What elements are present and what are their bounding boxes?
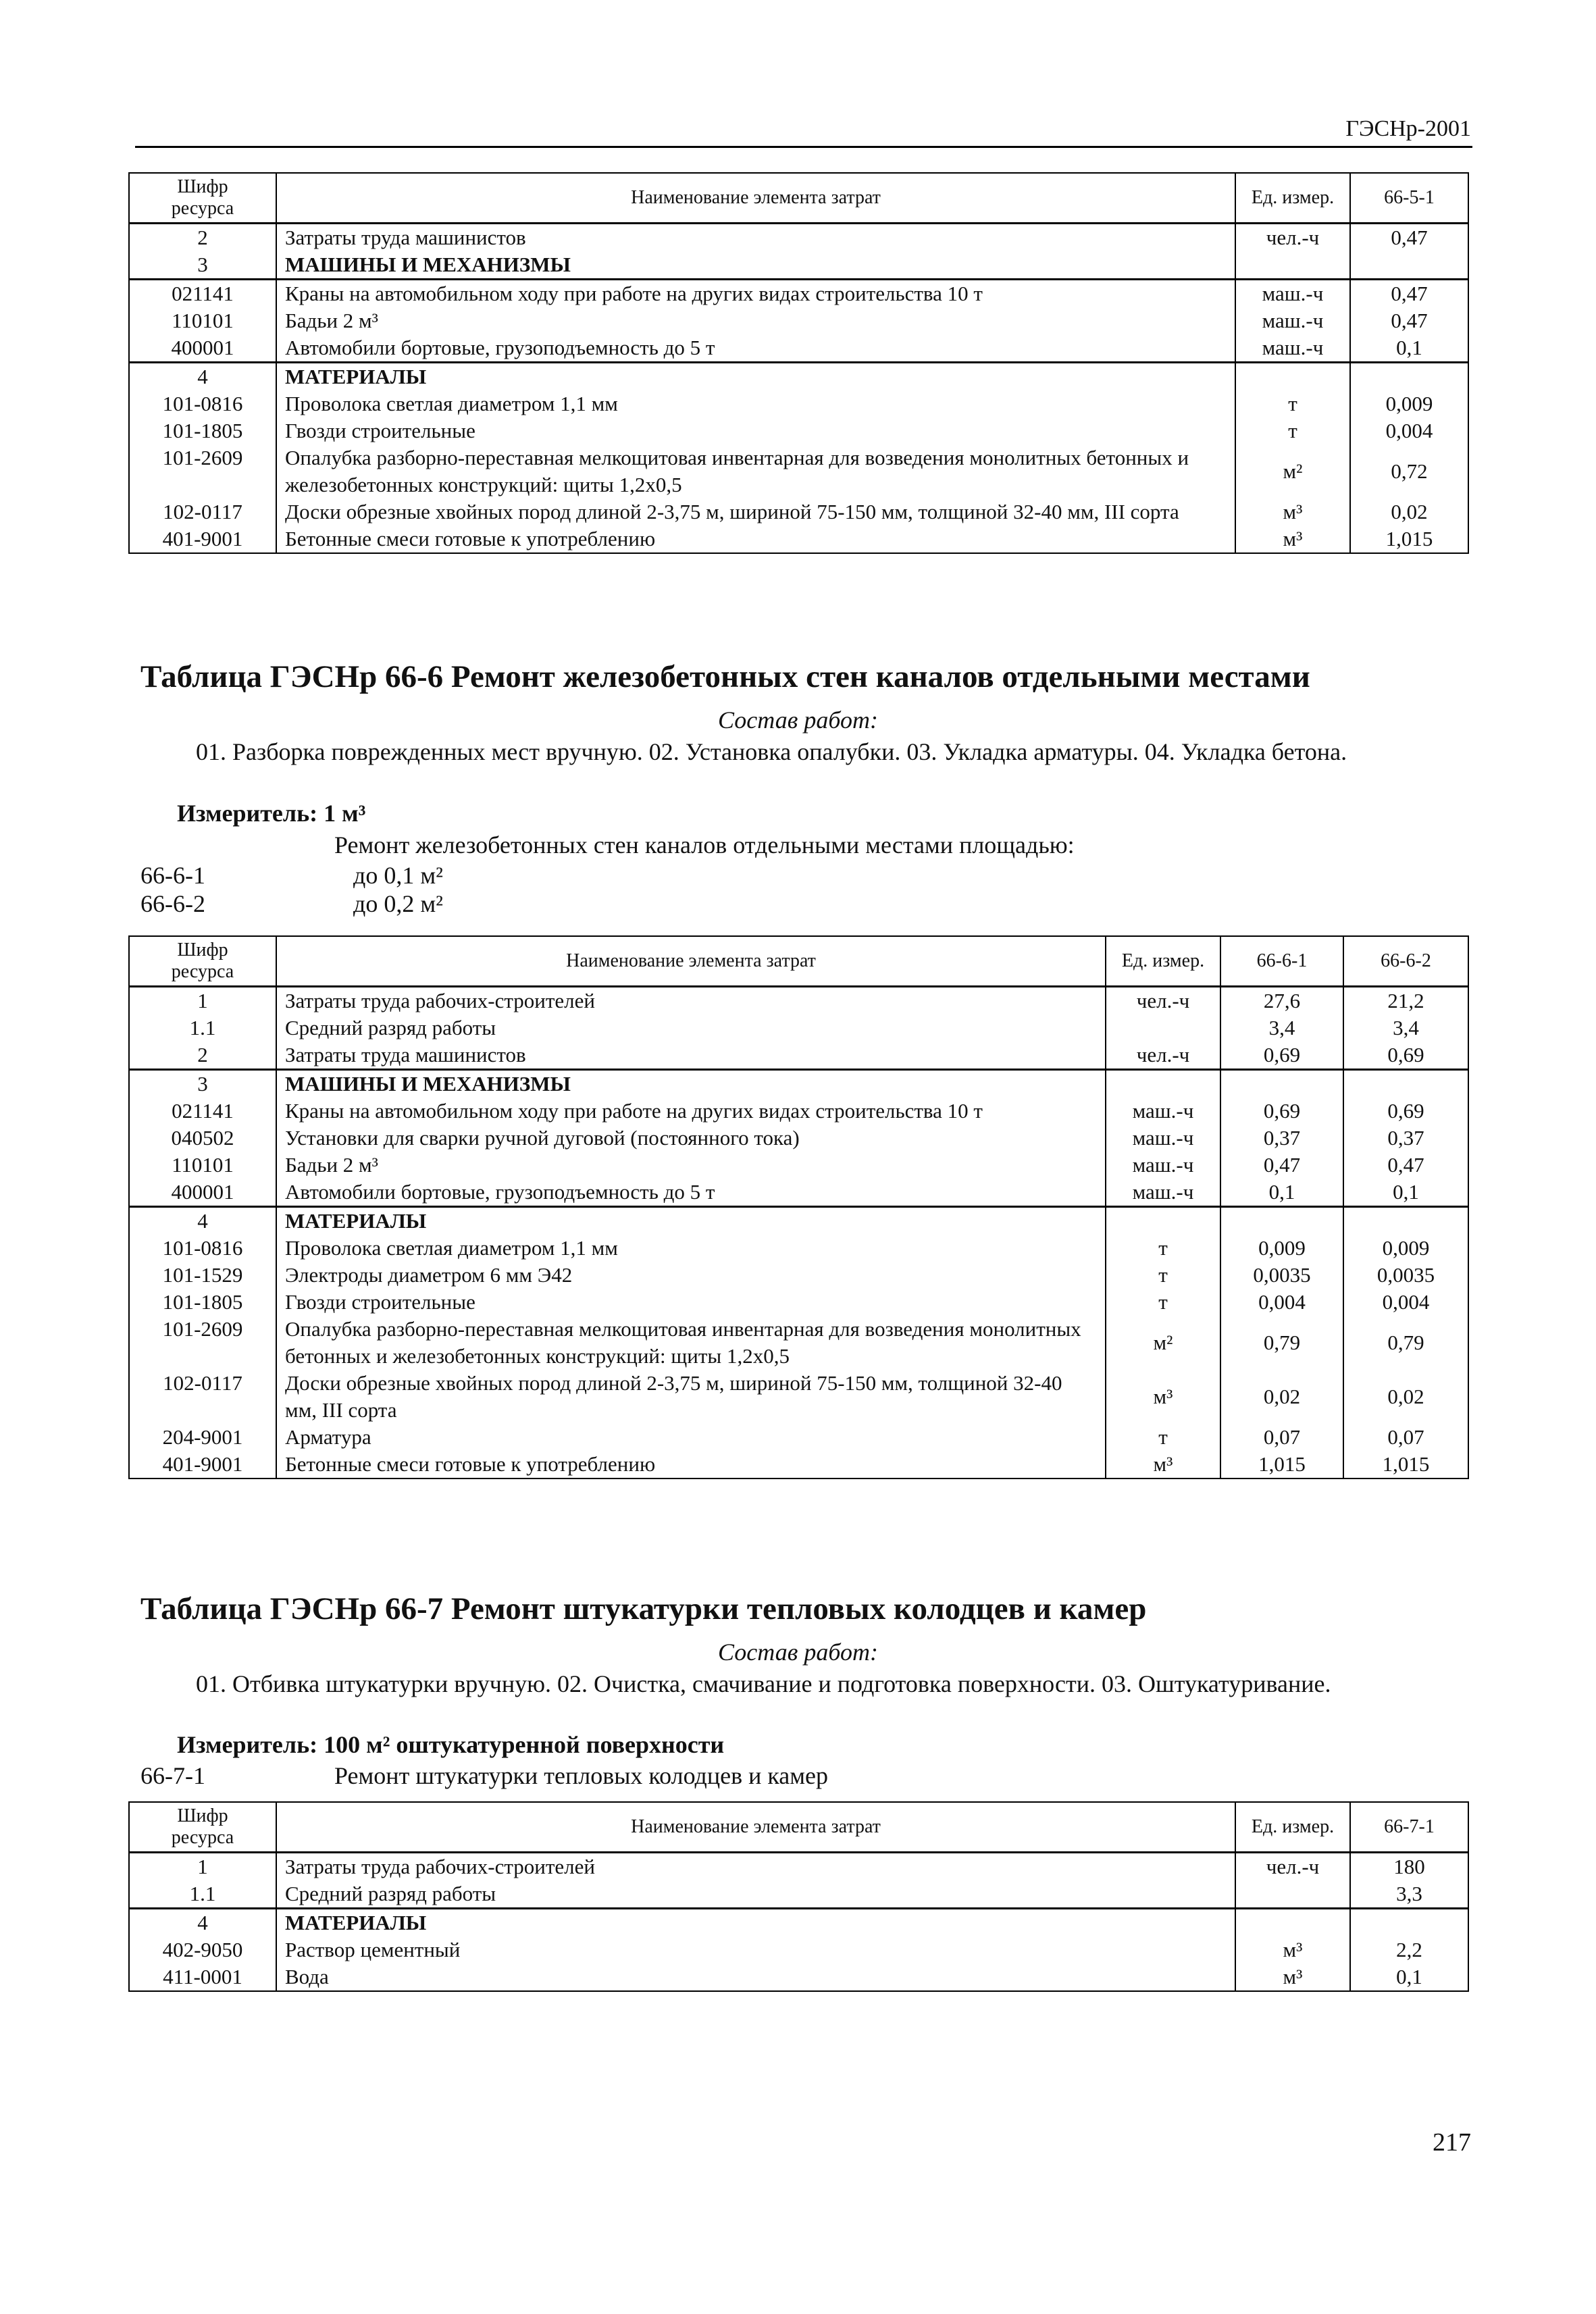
meter-label: Измеритель:: [177, 1731, 318, 1758]
cell-unit: маш.-ч: [1106, 1125, 1220, 1152]
cell-name: МАТЕРИАЛЫ: [276, 363, 1235, 391]
table-header-row: [129, 173, 1468, 224]
cell-v1: 0,47: [1220, 1152, 1343, 1179]
column-header-code-line2: ресурса: [171, 961, 234, 982]
cell-unit: м³: [1106, 1451, 1220, 1479]
cell-v1: 0,1: [1220, 1179, 1343, 1207]
table-row: [129, 1125, 1468, 1152]
column-header-code: [129, 173, 276, 224]
meter-66-6: [177, 799, 365, 827]
table-row: [129, 1289, 1468, 1316]
cell-unit: маш.-ч: [1106, 1098, 1220, 1125]
cell-name: Проволока светлая диаметром 1,1 мм: [276, 1235, 1106, 1262]
cell-unit: [1106, 1070, 1220, 1098]
cell-v1: 0,004: [1350, 417, 1468, 444]
cell-code: 102-0117: [129, 1370, 276, 1424]
cell-code: 110101: [129, 307, 276, 334]
cell-name: Затраты труда машинистов: [276, 224, 1235, 252]
table-row: [129, 1853, 1468, 1881]
cell-name: Гвозди строительные: [276, 1289, 1106, 1316]
cell-name: Затраты труда рабочих-строителей: [276, 1853, 1235, 1881]
cell-code: 021141: [129, 1098, 276, 1125]
composition-text-66-7: 01. Отбивка штукатурки вручную. 02. Очистка, смачивание и подготовка поверхности. 03. Оштукатуривание.: [196, 1670, 1331, 1697]
cell-unit: маш.-ч: [1106, 1179, 1220, 1207]
table-row: [129, 251, 1468, 280]
cell-name: МАТЕРИАЛЫ: [276, 1909, 1235, 1937]
cell-v1: 0,009: [1220, 1235, 1343, 1262]
cell-v2: 0,009: [1343, 1235, 1468, 1262]
cell-unit: маш.-ч: [1235, 280, 1350, 308]
table-row: [129, 1424, 1468, 1451]
cell-v1: [1220, 1070, 1343, 1098]
cell-unit: [1106, 1207, 1220, 1235]
cell-name: Бадьи 2 м³: [276, 1152, 1106, 1179]
page-number: 217: [1433, 2128, 1471, 2157]
cell-unit: т: [1235, 417, 1350, 444]
cell-name: Проволока светлая диаметром 1,1 мм: [276, 390, 1235, 417]
cell-code: 110101: [129, 1152, 276, 1179]
variant-code-66-6-1: 66-6-1: [140, 862, 205, 889]
cell-unit: м²: [1235, 444, 1350, 498]
table-header-row: [129, 1802, 1468, 1853]
document-code: ГЭСНр-2001: [1345, 116, 1471, 141]
cell-name: Арматура: [276, 1424, 1106, 1451]
cell-unit: чел.-ч: [1235, 1853, 1350, 1881]
cell-v1: [1350, 251, 1468, 280]
variant-code-66-7-1: 66-7-1: [140, 1762, 205, 1789]
cell-name: Автомобили бортовые, грузоподъемность до 5 т: [276, 1179, 1106, 1207]
table-row: [129, 1014, 1468, 1042]
table-row: [129, 498, 1468, 525]
table-row: [129, 1936, 1468, 1963]
cell-v2: [1343, 1207, 1468, 1235]
column-header-v1: 66-7-1: [1350, 1802, 1468, 1853]
cell-code: 2: [129, 224, 276, 252]
table-row: [129, 1963, 1468, 1991]
cell-code: 1: [129, 1853, 276, 1881]
cell-code: 4: [129, 1207, 276, 1235]
column-header-code: [129, 936, 276, 987]
table-row: [129, 224, 1468, 252]
table-row: [129, 987, 1468, 1015]
cell-code: 101-2609: [129, 1316, 276, 1370]
cell-unit: чел.-ч: [1106, 1042, 1220, 1070]
table-row: [129, 1451, 1468, 1479]
cell-unit: [1235, 1880, 1350, 1909]
header-rule: [135, 146, 1472, 148]
cell-v2: 0,02: [1343, 1370, 1468, 1424]
column-header-unit: Ед. измер.: [1235, 1802, 1350, 1853]
cell-name: Затраты труда машинистов: [276, 1042, 1106, 1070]
cell-v1: 3,3: [1350, 1880, 1468, 1909]
column-header-v1: 66-5-1: [1350, 173, 1468, 224]
cell-unit: м³: [1235, 525, 1350, 553]
cell-v1: 0,07: [1220, 1424, 1343, 1451]
cell-name: Краны на автомобильном ходу при работе на других видах строительства 10 т: [276, 1098, 1106, 1125]
cell-v1: 0,47: [1350, 224, 1468, 252]
cell-v1: [1350, 363, 1468, 391]
cell-v2: 0,07: [1343, 1424, 1468, 1451]
cell-code: 400001: [129, 1179, 276, 1207]
table-row: [129, 1042, 1468, 1070]
cell-unit: м³: [1235, 1963, 1350, 1991]
cell-v2: 0,004: [1343, 1289, 1468, 1316]
cell-v2: 0,0035: [1343, 1262, 1468, 1289]
cell-name: Бетонные смеси готовые к употреблению: [276, 1451, 1106, 1479]
cell-v1: 0,009: [1350, 390, 1468, 417]
meter-value: 1 м³: [324, 800, 366, 827]
cell-v2: 0,79: [1343, 1316, 1468, 1370]
table-row: [129, 1370, 1468, 1424]
work-description-66-6: Ремонт железобетонных стен каналов отдельными местами площадью:: [334, 831, 1075, 858]
composition-label-66-6: Состав работ:: [718, 706, 878, 734]
table-row: [129, 444, 1468, 498]
cell-v2: 21,2: [1343, 987, 1468, 1015]
column-header-code: [129, 1802, 276, 1853]
cell-code: 101-1529: [129, 1262, 276, 1289]
cell-name: Автомобили бортовые, грузоподъемность до 5 т: [276, 334, 1235, 363]
table-row: [129, 280, 1468, 308]
cell-code: 3: [129, 251, 276, 280]
meter-value: 100 м² оштукатуренной поверхности: [324, 1731, 725, 1758]
cell-unit: т: [1106, 1262, 1220, 1289]
cell-code: 4: [129, 363, 276, 391]
cell-name: Краны на автомобильном ходу при работе на других видах строительства 10 т: [276, 280, 1235, 308]
cell-v1: 0,47: [1350, 307, 1468, 334]
cell-v2: 0,69: [1343, 1042, 1468, 1070]
cell-v1: 0,69: [1220, 1042, 1343, 1070]
cell-name: МАШИНЫ И МЕХАНИЗМЫ: [276, 1070, 1106, 1098]
cell-v1: 180: [1350, 1853, 1468, 1881]
cell-code: 4: [129, 1909, 276, 1937]
cell-code: 101-0816: [129, 1235, 276, 1262]
cell-v1: [1220, 1207, 1343, 1235]
column-header-unit: Ед. измер.: [1235, 173, 1350, 224]
cell-v1: 2,2: [1350, 1936, 1468, 1963]
cell-v1: 0,72: [1350, 444, 1468, 498]
cell-v2: 0,37: [1343, 1125, 1468, 1152]
table-row: [129, 1207, 1468, 1235]
column-header-v1: 66-6-1: [1220, 936, 1343, 987]
table-row: [129, 1098, 1468, 1125]
composition-text-66-6: 01. Разборка поврежденных мест вручную. 02. Установка опалубки. 03. Укладка арматуры. 04. Укладка бетона.: [196, 738, 1347, 765]
cell-unit: т: [1106, 1424, 1220, 1451]
cell-unit: маш.-ч: [1106, 1152, 1220, 1179]
cell-unit: маш.-ч: [1235, 334, 1350, 363]
cell-name: Вода: [276, 1963, 1235, 1991]
column-header-code-line2: ресурса: [171, 1827, 234, 1848]
cell-code: 204-9001: [129, 1424, 276, 1451]
cell-v1: 3,4: [1220, 1014, 1343, 1042]
cell-code: 401-9001: [129, 1451, 276, 1479]
cell-code: 1.1: [129, 1880, 276, 1909]
column-header-name: Наименование элемента затрат: [276, 173, 1235, 224]
cell-unit: м²: [1106, 1316, 1220, 1370]
cost-table-66-7: [128, 1801, 1469, 1992]
cell-v1: 1,015: [1220, 1451, 1343, 1479]
cell-v1: 0,0035: [1220, 1262, 1343, 1289]
variant-text-66-6-1: до 0,1 м²: [353, 862, 443, 889]
column-header-code-line1: Шифр: [177, 176, 228, 197]
cell-name: Бетонные смеси готовые к употреблению: [276, 525, 1235, 553]
cell-code: 040502: [129, 1125, 276, 1152]
cell-v2: 0,1: [1343, 1179, 1468, 1207]
cell-code: 101-2609: [129, 444, 276, 498]
table-title-66-6: Таблица ГЭСНр 66-6 Ремонт железобетонных стен каналов отдельными местами: [140, 659, 1310, 694]
cell-code: 1: [129, 987, 276, 1015]
cell-v2: 3,4: [1343, 1014, 1468, 1042]
composition-label-66-7: Состав работ:: [718, 1639, 878, 1666]
cell-unit: т: [1235, 390, 1350, 417]
table-row: [129, 390, 1468, 417]
cell-name: МАТЕРИАЛЫ: [276, 1207, 1106, 1235]
column-header-code-line1: Шифр: [177, 1805, 228, 1826]
table-row: [129, 1316, 1468, 1370]
cell-v1: 0,02: [1350, 498, 1468, 525]
cell-v1: 0,37: [1220, 1125, 1343, 1152]
cell-code: 2: [129, 1042, 276, 1070]
table-row: [129, 334, 1468, 363]
cell-unit: т: [1106, 1289, 1220, 1316]
cell-code: 101-1805: [129, 1289, 276, 1316]
table-row: [129, 1152, 1468, 1179]
meter-66-7: [177, 1730, 724, 1759]
table-row: [129, 1179, 1468, 1207]
table-row: [129, 1262, 1468, 1289]
cell-name: Средний разряд работы: [276, 1014, 1106, 1042]
cell-unit: [1235, 363, 1350, 391]
cost-table-66-6: [128, 935, 1469, 1479]
cell-unit: маш.-ч: [1235, 307, 1350, 334]
cell-unit: [1106, 1014, 1220, 1042]
table-row: [129, 1909, 1468, 1937]
table-title-66-7: Таблица ГЭСНр 66-7 Ремонт штукатурки тепловых колодцев и камер: [140, 1591, 1147, 1626]
cell-name: Затраты труда рабочих-строителей: [276, 987, 1106, 1015]
table-row: [129, 1070, 1468, 1098]
column-header-v2: 66-6-2: [1343, 936, 1468, 987]
variant-text-66-6-2: до 0,2 м²: [353, 890, 443, 917]
cell-v1: 0,79: [1220, 1316, 1343, 1370]
cell-v1: 0,1: [1350, 1963, 1468, 1991]
table-header-row: [129, 936, 1468, 987]
cost-table-66-5: [128, 172, 1469, 554]
table-row: [129, 525, 1468, 553]
cell-v2: 0,47: [1343, 1152, 1468, 1179]
cell-code: 1.1: [129, 1014, 276, 1042]
cell-code: 101-1805: [129, 417, 276, 444]
cell-code: 400001: [129, 334, 276, 363]
cell-v2: 0,69: [1343, 1098, 1468, 1125]
variant-code-66-6-2: 66-6-2: [140, 890, 205, 917]
cell-code: 102-0117: [129, 498, 276, 525]
cell-code: 021141: [129, 280, 276, 308]
cell-v1: 0,004: [1220, 1289, 1343, 1316]
cell-v1: 0,69: [1220, 1098, 1343, 1125]
cell-unit: чел.-ч: [1235, 224, 1350, 252]
cell-code: 401-9001: [129, 525, 276, 553]
cell-name: Раствор цементный: [276, 1936, 1235, 1963]
cell-name: Средний разряд работы: [276, 1880, 1235, 1909]
cell-name: Электроды диаметром 6 мм Э42: [276, 1262, 1106, 1289]
cell-v1: 0,47: [1350, 280, 1468, 308]
cell-code: 3: [129, 1070, 276, 1098]
cell-unit: м³: [1235, 498, 1350, 525]
table-row: [129, 1235, 1468, 1262]
table-row: [129, 417, 1468, 444]
table-row: [129, 307, 1468, 334]
column-header-unit: Ед. измер.: [1106, 936, 1220, 987]
cell-name: Бадьи 2 м³: [276, 307, 1235, 334]
column-header-name: Наименование элемента затрат: [276, 936, 1106, 987]
cell-name: Установки для сварки ручной дуговой (постоянного тока): [276, 1125, 1106, 1152]
column-header-code-line2: ресурса: [171, 198, 234, 219]
cell-name: Доски обрезные хвойных пород длиной 2-3,75 м, шириной 75-150 мм, толщиной 32-40 мм, III сорта: [276, 498, 1235, 525]
cell-code: 101-0816: [129, 390, 276, 417]
cell-unit: [1235, 1909, 1350, 1937]
cell-v2: [1343, 1070, 1468, 1098]
column-header-name: Наименование элемента затрат: [276, 1802, 1235, 1853]
cell-name: Доски обрезные хвойных пород длиной 2-3,75 м, шириной 75-150 мм, толщиной 32-40 мм, III сорта: [276, 1370, 1106, 1424]
cell-v1: 0,1: [1350, 334, 1468, 363]
cell-name: Гвозди строительные: [276, 417, 1235, 444]
cell-unit: т: [1106, 1235, 1220, 1262]
cell-code: 402-9050: [129, 1936, 276, 1963]
cell-name: Опалубка разборно-переставная мелкощитовая инвентарная для возведения монолитных бетонных и железобетонных конструкций: щиты 1,2x0,5: [276, 1316, 1106, 1370]
table-row: [129, 1880, 1468, 1909]
cell-name: Опалубка разборно-переставная мелкощитовая инвентарная для возведения монолитных бетонных и железобетонных конструкций: щиты 1,2x0,5: [276, 444, 1235, 498]
cell-code: 411-0001: [129, 1963, 276, 1991]
cell-unit: м³: [1106, 1370, 1220, 1424]
cell-unit: [1235, 251, 1350, 280]
cell-v2: 1,015: [1343, 1451, 1468, 1479]
meter-label: Измеритель:: [177, 800, 318, 827]
cell-v1: [1350, 1909, 1468, 1937]
cell-unit: чел.-ч: [1106, 987, 1220, 1015]
cell-v1: 27,6: [1220, 987, 1343, 1015]
cell-v1: 0,02: [1220, 1370, 1343, 1424]
cell-name: МАШИНЫ И МЕХАНИЗМЫ: [276, 251, 1235, 280]
table-row: [129, 363, 1468, 391]
cell-v1: 1,015: [1350, 525, 1468, 553]
variant-text-66-7-1: Ремонт штукатурки тепловых колодцев и камер: [334, 1762, 829, 1789]
cell-unit: м³: [1235, 1936, 1350, 1963]
column-header-code-line1: Шифр: [177, 940, 228, 960]
